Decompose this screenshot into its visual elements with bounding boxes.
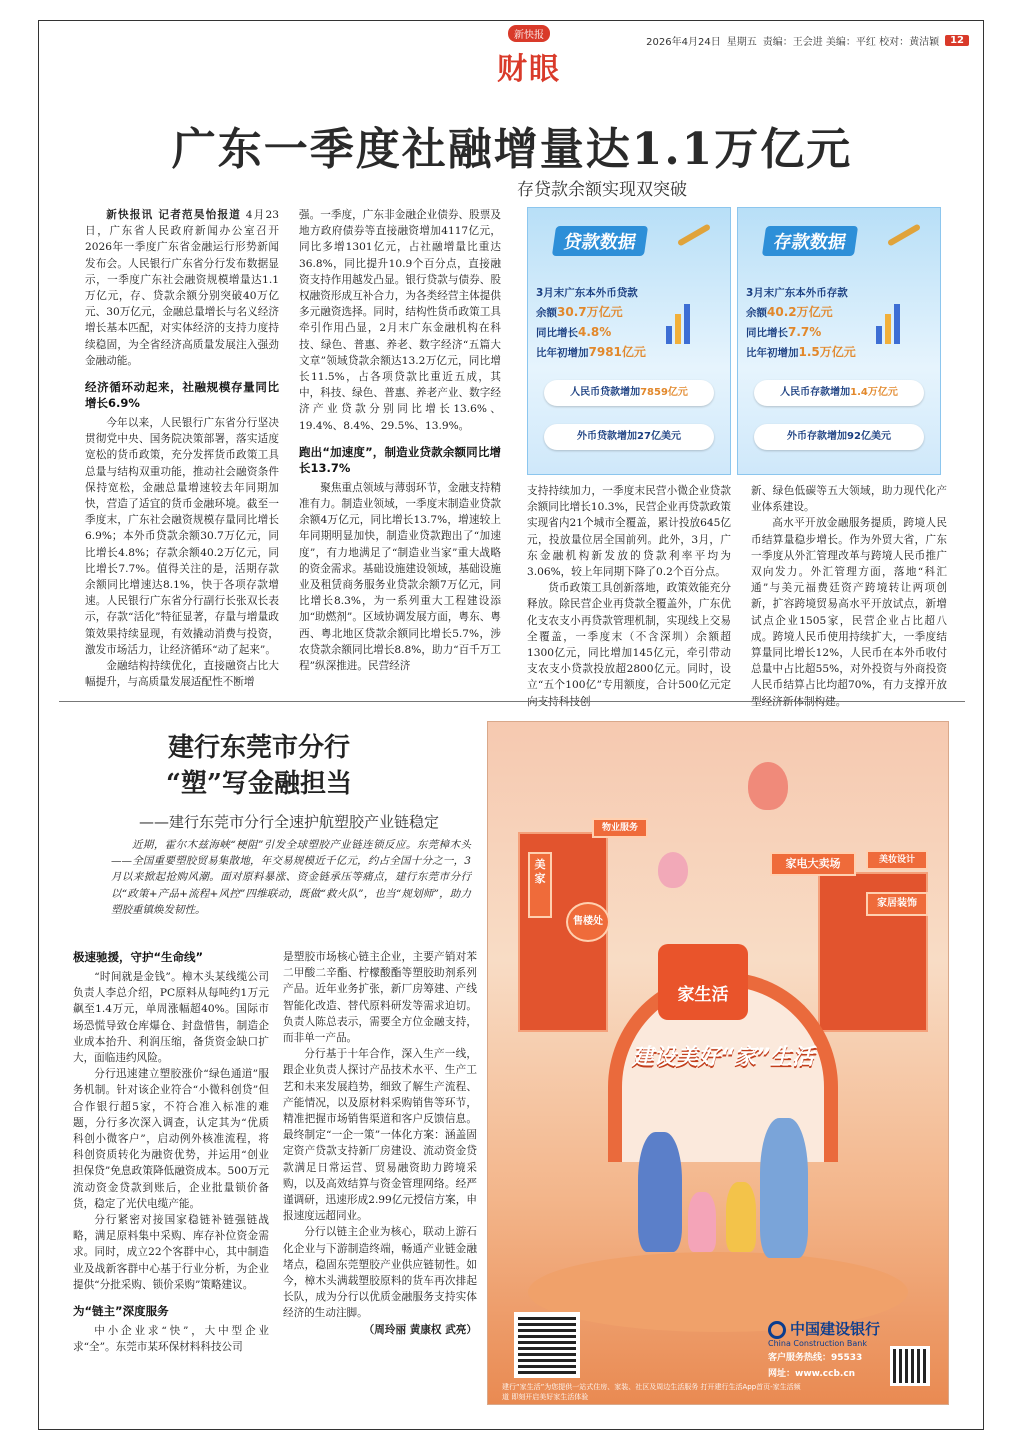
deposit-data-panel bbox=[737, 207, 941, 475]
paragraph: 分行基于十年合作，深入生产一线，跟企业负责人探讨产品技术水平、生产工艺和未来发展趋势，细致了解生产流程、产能情况，以及原材料采购销售等环节，精准把握市场销售渠道和客户反馈信息。最终制定“一企一策”一体化方案：涵盖固定资产贷款支持新厂房建设、流动资金贷款满足日常运营、贸易融资助力跨境采购，以及高效结算与资金管理网络。经严谨调研，迅速形成2.99亿元授信方案，申报速度远超同业。 bbox=[283, 1048, 477, 1223]
section-title: 财眼 bbox=[497, 52, 561, 87]
main-subhead: 存贷款余额实现双突破 bbox=[517, 180, 687, 200]
panel-value: 40.2万亿元 bbox=[767, 305, 833, 319]
article1-column-3 bbox=[527, 483, 731, 708]
panel-value: 7981亿元 bbox=[588, 345, 646, 359]
pen-icon bbox=[887, 223, 921, 246]
qr-code-icon[interactable] bbox=[514, 1312, 580, 1378]
panel-value: 7.7% bbox=[788, 325, 822, 339]
advert-fine-print: 建行“家生活”为您提供一站式住房、家装、社区及周边生活服务 打开建行生活App首页-家生活频道 即刻开启美好家生活体验 bbox=[502, 1383, 801, 1401]
father-figure bbox=[760, 1118, 808, 1258]
paragraph: 4月23日，广东省人民政府新闻办公室召开2026年一季度广东省金融运行形势新闻发布会。人民银行广东省分行发布数据显示，一季度广东社会融资规模增量达1.1万亿元，存、贷款余额分别突破40万亿元、30万亿元，金融总量增长与名义经济增长基本匹配，对实体经济的支持力度持续稳固，为全省经济高质量发展注入强劲金融动能。 bbox=[85, 209, 280, 367]
balloon-icon bbox=[748, 762, 788, 810]
byline: （周玲丽 黄康权 武亮） bbox=[363, 1323, 477, 1336]
article2-subtitle: ——建行东莞市分行全速护航塑胶产业链稳定 bbox=[138, 813, 439, 831]
paragraph: 新、绿色低碳等五大领域，助力现代化产业体系建设。 bbox=[751, 485, 947, 514]
panel-label: 比年初增加 bbox=[536, 347, 589, 359]
paragraph: “时间就是金钱”。樟木头某线缆公司负责人李总介绍，PC原料从每吨约1万元飙至1.4万元，单周涨幅超40%。国际市场恐慌导致仓库爆仓、封盘惜售，制造企业成本抬升、利润压缩，备货资金缺口扩大，面临违约风险。 bbox=[73, 971, 269, 1065]
panel-value: 1.5万亿元 bbox=[798, 345, 856, 359]
paragraph: 高水平开放金融服务提质，跨境人民币结算量稳步增长。作为外贸大省，广东一季度从外汇管理改革与跨境人民币推广双向发力。外汇管理方面，落地“科汇通”与美元福费廷资产跨境转让两项创新，扩容跨境贸易高水平开放试点，新增试点企业1505家，民营企业占比超八成。跨境人民币使用持续扩大，一季度结算量同比增长12%，人民币在本外币收付总量中占比超55%，对外投资与外商投资人民币结算占比均超70%，有力支撑开放型经济新体制构建。 bbox=[751, 517, 947, 708]
mother-figure bbox=[638, 1132, 682, 1252]
paragraph: 货币政策工具创新落地，政策效能充分释放。除民营企业再贷款全覆盖外，广东优化支农支小再贷款管理机制，实现线上交易全覆盖，一季度末（不含深圳）余额超1300亿元，同比增加145亿元，牵引带动支农支小贷款投放超2800亿元。同时，设立“五个100亿”专用额度，合计500亿元定向支持科技创 bbox=[527, 582, 731, 708]
advert-slogan: 建设美好“家”生活 bbox=[631, 1045, 815, 1070]
subheading: 为“链主”深度服务 bbox=[73, 1304, 169, 1319]
paragraph: 中小企业求“快”，大中型企业求“全”。东莞市某环保材料科技公司 bbox=[73, 1325, 269, 1354]
bank-english-name: China Construction Bank bbox=[768, 1339, 867, 1348]
fx-deposit-pill: 外币存款增加92亿美元 bbox=[754, 424, 924, 450]
panel-value: 4.8% bbox=[578, 325, 612, 339]
paragraph: 分行以链主企业为核心，联动上游石化企业与下游制造终端，畅通产业链金融堵点，稳固东莞塑胶产业供应链韧性。如今，樟木头满载塑胶原料的货车再次排起长队，成为分行以优质金融服务支持实体经济的生动注脚。 bbox=[283, 1226, 477, 1320]
sign-appliance: 家电大卖场 bbox=[770, 852, 856, 876]
bar-chart-icon bbox=[876, 304, 916, 344]
jiashenghuo-logo: 家生活 bbox=[658, 944, 748, 1020]
page-meta bbox=[646, 33, 969, 48]
bar-chart-icon bbox=[666, 304, 706, 344]
fx-loan-pill: 外币贷款增加27亿美元 bbox=[544, 424, 714, 450]
editor-credits: 责编：王会进 美编：平红 校对：黄洁颖 bbox=[762, 37, 940, 48]
panel-line: 3月末广东本外币存款 bbox=[746, 287, 848, 299]
website[interactable]: 网址：www.ccb.cn bbox=[768, 1369, 856, 1379]
paragraph: 强。一季度，广东非金融企业债券、股票及地方政府债券等直接融资增加4117亿元，同比多增1301亿元，占社融增量比重达36.8%，同比提升10.9个百分点，直接融资支持作用越发凸显。银行贷款与债券、股权融资形成互补合力，为各类经营主体提供多元融资选择。同时，结构性货币政策工具牵引作用凸显，2月末广东金融机构在科技、绿色、普惠、养老、数字经济“五篇大文章”领域贷款余额达13.2万亿元，同比增长11.5%，占各项贷款比重近五成，其中，科技、绿色、普惠、养老产业、数字经济产业贷款分别同比增长13.6%、19.4%、8.4%、29.5%、13.9%。 bbox=[299, 209, 501, 432]
loan-data-panel bbox=[527, 207, 731, 475]
paragraph: 分行迅速建立塑胶涨价“绿色通道”服务机制。针对该企业符合“小微科创贷”但合作银行超5家，不符合准入标准的难题，分行多次深入调查，认定其为“优质科创小微客户”，启动例外核准流程，将科创资质转化为融资优势，并运用“创业担保贷”免息政策降低融资成本。500万元流动资金贷款到账后，企业批量锁价备货，稳定了光伏电缆产能。 bbox=[73, 1068, 269, 1210]
pen-icon bbox=[677, 223, 711, 246]
sign-design: 美妆设计 bbox=[866, 850, 928, 870]
panel-value: 30.7万亿元 bbox=[557, 305, 623, 319]
article2-title-line2: “塑”写金融担当 bbox=[166, 769, 352, 799]
paragraph: 聚焦重点领域与薄弱环节，金融支持精准有力。制造业领域，一季度末制造业贷款余额4万亿元，同比增长13.7%，增速较上年同期明显加快，制造业贷款跑出了“加速度”，有力地满足了“制造业当家”重大战略的资金需求。基础设施建设领域，基础设施业及租赁商务服务业贷款余额7万亿元，同比增长8.3%，为一系列重大工程建设添加“助燃剂”。区域协调发展方面，粤东、粤西、粤北地区贷款余额同比增长5.7%，涉农贷款余额同比增长8.8%，助力“百千万工程”纵深推进。民营经济 bbox=[299, 481, 501, 673]
article2-column-1 bbox=[73, 949, 269, 1413]
panel-label: 余额 bbox=[746, 307, 767, 319]
subheading: 经济循环动起来，社融规模存量同比增长6.9% bbox=[85, 380, 279, 411]
qr-code-icon[interactable] bbox=[890, 1346, 930, 1386]
rmb-loan-pill: 人民币贷款增加7859亿元 bbox=[544, 380, 714, 406]
main-headline: 广东一季度社融增量达1.1万亿元 bbox=[171, 124, 853, 175]
issue-date: 2026年4月24日 bbox=[646, 37, 721, 48]
subheading: 极速驰援，守护“生命线” bbox=[73, 950, 204, 964]
paragraph: 支持持续加力，一季度末民营小微企业贷款余额同比增长10.3%，民营企业再贷款政策实现省内21个城市全覆盖，累计投放645亿元，投放量位居全国前列。此外，3月，广东金融机构新发放的贷款利率平均为3.06%，较上年同期下降了0.2个百分点。 bbox=[527, 485, 731, 579]
panel-label: 比年初增加 bbox=[746, 347, 799, 359]
article1-column-4 bbox=[751, 483, 947, 708]
sign-beauty: 美家 bbox=[528, 852, 552, 918]
ccb-logo-icon bbox=[768, 1321, 786, 1339]
panel-title: 贷款数据 bbox=[552, 226, 648, 256]
girl-figure bbox=[688, 1192, 716, 1252]
section-divider bbox=[59, 701, 965, 702]
panel-label: 同比增长 bbox=[746, 327, 788, 339]
page-number: 12 bbox=[945, 35, 969, 46]
panel-title: 存款数据 bbox=[762, 226, 858, 256]
paragraph: 金融结构持续优化，直接融资占比大幅提升，与高质量发展适配性不断增 bbox=[85, 660, 279, 689]
article1-column-1 bbox=[85, 207, 280, 689]
panel-label: 余额 bbox=[536, 307, 557, 319]
article1-column-2 bbox=[299, 207, 501, 677]
sign-sales-office: 售楼处 bbox=[566, 902, 610, 942]
bank-name: 中国建设银行 bbox=[790, 1320, 881, 1338]
ccb-advert bbox=[487, 721, 949, 1405]
sign-property: 物业服务 bbox=[592, 818, 648, 838]
issue-weekday: 星期五 bbox=[726, 37, 757, 48]
boy-figure bbox=[726, 1182, 756, 1252]
subheading: 跑出“加速度”，制造业贷款余额同比增长13.7% bbox=[299, 444, 501, 475]
masthead bbox=[469, 23, 589, 87]
rmb-deposit-pill: 人民币存款增加1.4万亿元 bbox=[754, 380, 924, 406]
panel-line: 3月末广东本外币贷款 bbox=[536, 287, 638, 299]
paper-badge: 新快报 bbox=[508, 25, 550, 42]
balloon-icon bbox=[658, 852, 688, 888]
paragraph: 是塑胶市场核心链主企业，主要产销对苯二甲酸二辛酯、柠檬酸酯等塑胶助剂系列产品。近年业务扩张，新厂房筹建、产线智能化改造、替代原料研发等需求迫切。负责人陈总表示，需要全方位金融支持，而非单一产品。 bbox=[283, 951, 477, 1045]
sign-home-decor: 家居装饰 bbox=[866, 892, 928, 916]
article2-intro bbox=[111, 837, 471, 918]
hotline: 客户服务热线：95533 bbox=[768, 1353, 863, 1363]
paragraph: 今年以来，人民银行广东省分行坚决贯彻党中央、国务院决策部署，落实适度宽松的货币政策，充分发挥货币政策工具总量与结构双重功能，推动社会融资条件保持宽松，金融总量增速较去年同期加快，营造了适宜的货币金融环境。截至一季度末，广东社会融资规模存量同比增长6.9%；本外币贷款余额30.7万亿元，同比增长4.8%；存款余额40.2万亿元，同比增长7.7%。值得关注的是，活期存款余额同比增速达8.1%，快于各项存款增速。人民银行广东省分行副行长张双长表示，存款“活化”特征显著，存量与增量政策效果持续显现，有效撬动消费与投资，激发市场活力，让经济循环“动了起来”。 bbox=[85, 417, 279, 656]
panel-label: 同比增长 bbox=[536, 327, 578, 339]
lead-tag: 新快报讯 记者范昊怡报道 bbox=[106, 209, 242, 221]
intro-paragraph: 近期，霍尔木兹海峡“梗阻”引发全球塑胶产业链连锁反应。东莞樟木头——全国重要塑胶贸易集散地，年交易规模近千亿元，约占全国十分之一，3月以来掀起抢购风潮。面对原料暴涨、资金链承压等痛点，建行东莞市分行以“政策+产品+流程+风控”四维联动，既做“救火队”，也当“规划师”，助力塑胶重镇焕发韧性。 bbox=[111, 839, 471, 916]
article2-title-line1: 建行东莞市分行 bbox=[167, 733, 350, 763]
newspaper-page bbox=[38, 20, 984, 1430]
article2-column-2 bbox=[283, 949, 477, 1413]
paragraph: 分行紧密对接国家稳链补链强链战略，满足原料集中采购、库存补位资金需求。同时，成立22个客群中心，其中制造业及战新客群中心基于行业分析，为企业提供“分批采购、锁价采购”策略建议。 bbox=[73, 1214, 269, 1291]
